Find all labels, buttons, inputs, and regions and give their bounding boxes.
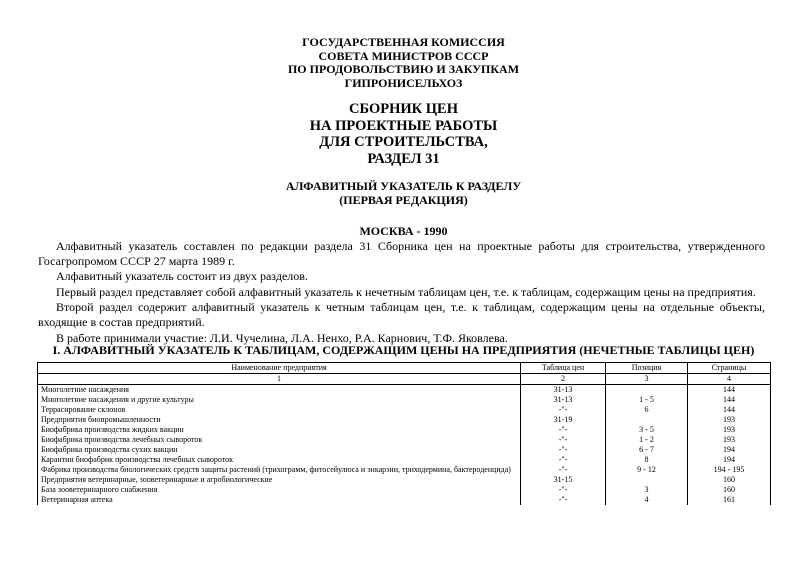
cell-name: Многолетние насаждения	[38, 385, 521, 396]
cell-table: 31-13	[521, 395, 606, 405]
cell-pages: 193	[688, 415, 771, 425]
intro-paragraph: Второй раздел содержит алфавитный указатель к четным таблицам цен, т.е. к таблицам, содержащим цены на отдельные объекты, входящие в состав предприятий.	[38, 300, 765, 329]
cell-table: -"-	[521, 405, 606, 415]
cell-pages: 144	[688, 385, 771, 396]
cell-position: 3	[606, 485, 688, 495]
column-number: 2	[521, 374, 606, 385]
cell-name: Предприятия биопромышленности	[38, 415, 521, 425]
cell-pages: 160	[688, 485, 771, 495]
cell-table: 31-13	[521, 385, 606, 396]
subtitle-line: АЛФАВИТНЫЙ УКАЗАТЕЛЬ К РАЗДЕЛУ	[285, 179, 522, 193]
column-header-pages: Страницы	[688, 363, 771, 374]
intro-paragraph: Алфавитный указатель состоит из двух разделов.	[56, 269, 308, 284]
cell-table: -"-	[521, 435, 606, 445]
cell-name: Биофабрика производства сухих вакцин	[38, 445, 521, 455]
cell-table: -"-	[521, 495, 606, 505]
cell-table: -"-	[521, 465, 606, 475]
table-row	[38, 405, 771, 415]
cell-position: 9 - 12	[606, 465, 688, 475]
column-header-name: Наименование предприятия	[38, 363, 521, 374]
cell-table: -"-	[521, 445, 606, 455]
table-row	[38, 385, 771, 396]
cell-position	[606, 415, 688, 425]
title-line: РАЗДЕЛ 31	[367, 150, 440, 167]
cell-table: -"-	[521, 455, 606, 465]
cell-name: Биофабрика производства лечебных сывороток	[38, 435, 521, 445]
table-row	[38, 455, 771, 465]
table-row	[38, 435, 771, 445]
cell-position	[606, 475, 688, 485]
intro-paragraph: Первый раздел представляет собой алфавитный указатель к нечетным таблицам цен, т.е. к таблицам, содержащим цены на предприятия.	[56, 284, 756, 299]
column-header-table: Таблица цен	[521, 363, 606, 374]
index-table	[37, 362, 771, 505]
cell-table: 31-15	[521, 475, 606, 485]
cell-pages: 161	[688, 495, 771, 505]
organization-line: ПО ПРОДОВОЛЬСТВИЮ И ЗАКУПКАМ	[287, 62, 520, 76]
cell-table: -"-	[521, 485, 606, 495]
cell-position: 1 - 5	[606, 395, 688, 405]
title-line: НА ПРОЕКТНЫЕ РАБОТЫ	[309, 117, 498, 134]
cell-name: Карантин биофабрик производства лечебных сывороток	[38, 455, 521, 465]
cell-pages: 193	[688, 425, 771, 435]
cell-pages: 194 - 195	[688, 465, 771, 475]
document-header	[0, 36, 807, 238]
cell-name: Фабрика производства биологических средств защиты растений (трихограмм, фитосейулюса и энкарзии, триходермина, бактероденцида)	[38, 465, 521, 475]
cell-position: 8	[606, 455, 688, 465]
intro-paragraph: Алфавитный указатель составлен по редакции раздела 31 Сборника цен на проектные работы для строительства, утвержденного Госагропромом СССР 27 марта 1989 г.	[38, 239, 765, 268]
index-subtitle	[0, 180, 807, 207]
organization-block	[0, 36, 807, 90]
column-number: 4	[688, 374, 771, 385]
cell-pages: 160	[688, 475, 771, 485]
table-row	[38, 415, 771, 425]
city-year: МОСКВА - 1990	[359, 224, 448, 238]
cell-table: -"-	[521, 425, 606, 435]
column-number-row	[38, 374, 771, 385]
cell-position: 3 - 5	[606, 425, 688, 435]
subtitle-line: (ПЕРВАЯ РЕДАКЦИЯ)	[339, 192, 468, 207]
cell-name: Террасирование склонов	[38, 405, 521, 415]
column-number: 1	[38, 374, 521, 385]
cell-position: 6 - 7	[606, 445, 688, 455]
intro-text	[38, 239, 765, 346]
cell-position: 4	[606, 495, 688, 505]
cell-pages: 193	[688, 435, 771, 445]
cell-name: Биофабрика производства жидких вакцин	[38, 425, 521, 435]
table-row	[38, 425, 771, 435]
organization-line: ГОСУДАРСТВЕННАЯ КОМИССИЯ	[302, 35, 505, 49]
cell-position: 6	[606, 405, 688, 415]
organization-line: СОВЕТА МИНИСТРОВ СССР	[318, 48, 489, 63]
column-header-position: Позиция	[606, 363, 688, 374]
cell-name: Ветеринарная аптека	[38, 495, 521, 505]
column-number: 3	[606, 374, 688, 385]
cell-pages: 144	[688, 405, 771, 415]
cell-name: Предприятия ветеринарные, зооветеринарные и агробиологические	[38, 475, 521, 485]
table-header-row	[38, 363, 771, 374]
intro-paragraph: В работе принимали участие: Л.И. Чучелина, Л.А. Ненхо, Р.А. Карнович, Т.Ф. Яковлева.	[56, 330, 508, 345]
table-row	[38, 495, 771, 505]
table-row	[38, 485, 771, 495]
table-row	[38, 445, 771, 455]
cell-position: 1 - 2	[606, 435, 688, 445]
organization-line: ГИПРОНИСЕЛЬХОЗ	[344, 75, 463, 90]
cell-position	[606, 385, 688, 396]
table-row	[38, 475, 771, 485]
title-line: СБОРНИК ЦЕН	[348, 101, 459, 117]
cell-name: База зооветеринарного снабжения	[38, 485, 521, 495]
document-title	[0, 101, 807, 167]
table-row	[38, 395, 771, 405]
section-title: I. АЛФАВИТНЫЙ УКАЗАТЕЛЬ К ТАБЛИЦАМ, СОДЕРЖАЩИМ ЦЕНЫ НА ПРЕДПРИЯТИЯ (НЕЧЕТНЫЕ ТАБЛИЦЫ ЦЕН)	[52, 343, 755, 357]
table-row	[38, 465, 771, 475]
cell-pages: 194	[688, 445, 771, 455]
cell-pages: 194	[688, 455, 771, 465]
cell-table: 31-19	[521, 415, 606, 425]
title-line: ДЛЯ СТРОИТЕЛЬСТВА,	[319, 134, 488, 150]
cell-name: Многолетние насаждения и другие культуры	[38, 395, 521, 405]
cell-pages: 144	[688, 395, 771, 405]
